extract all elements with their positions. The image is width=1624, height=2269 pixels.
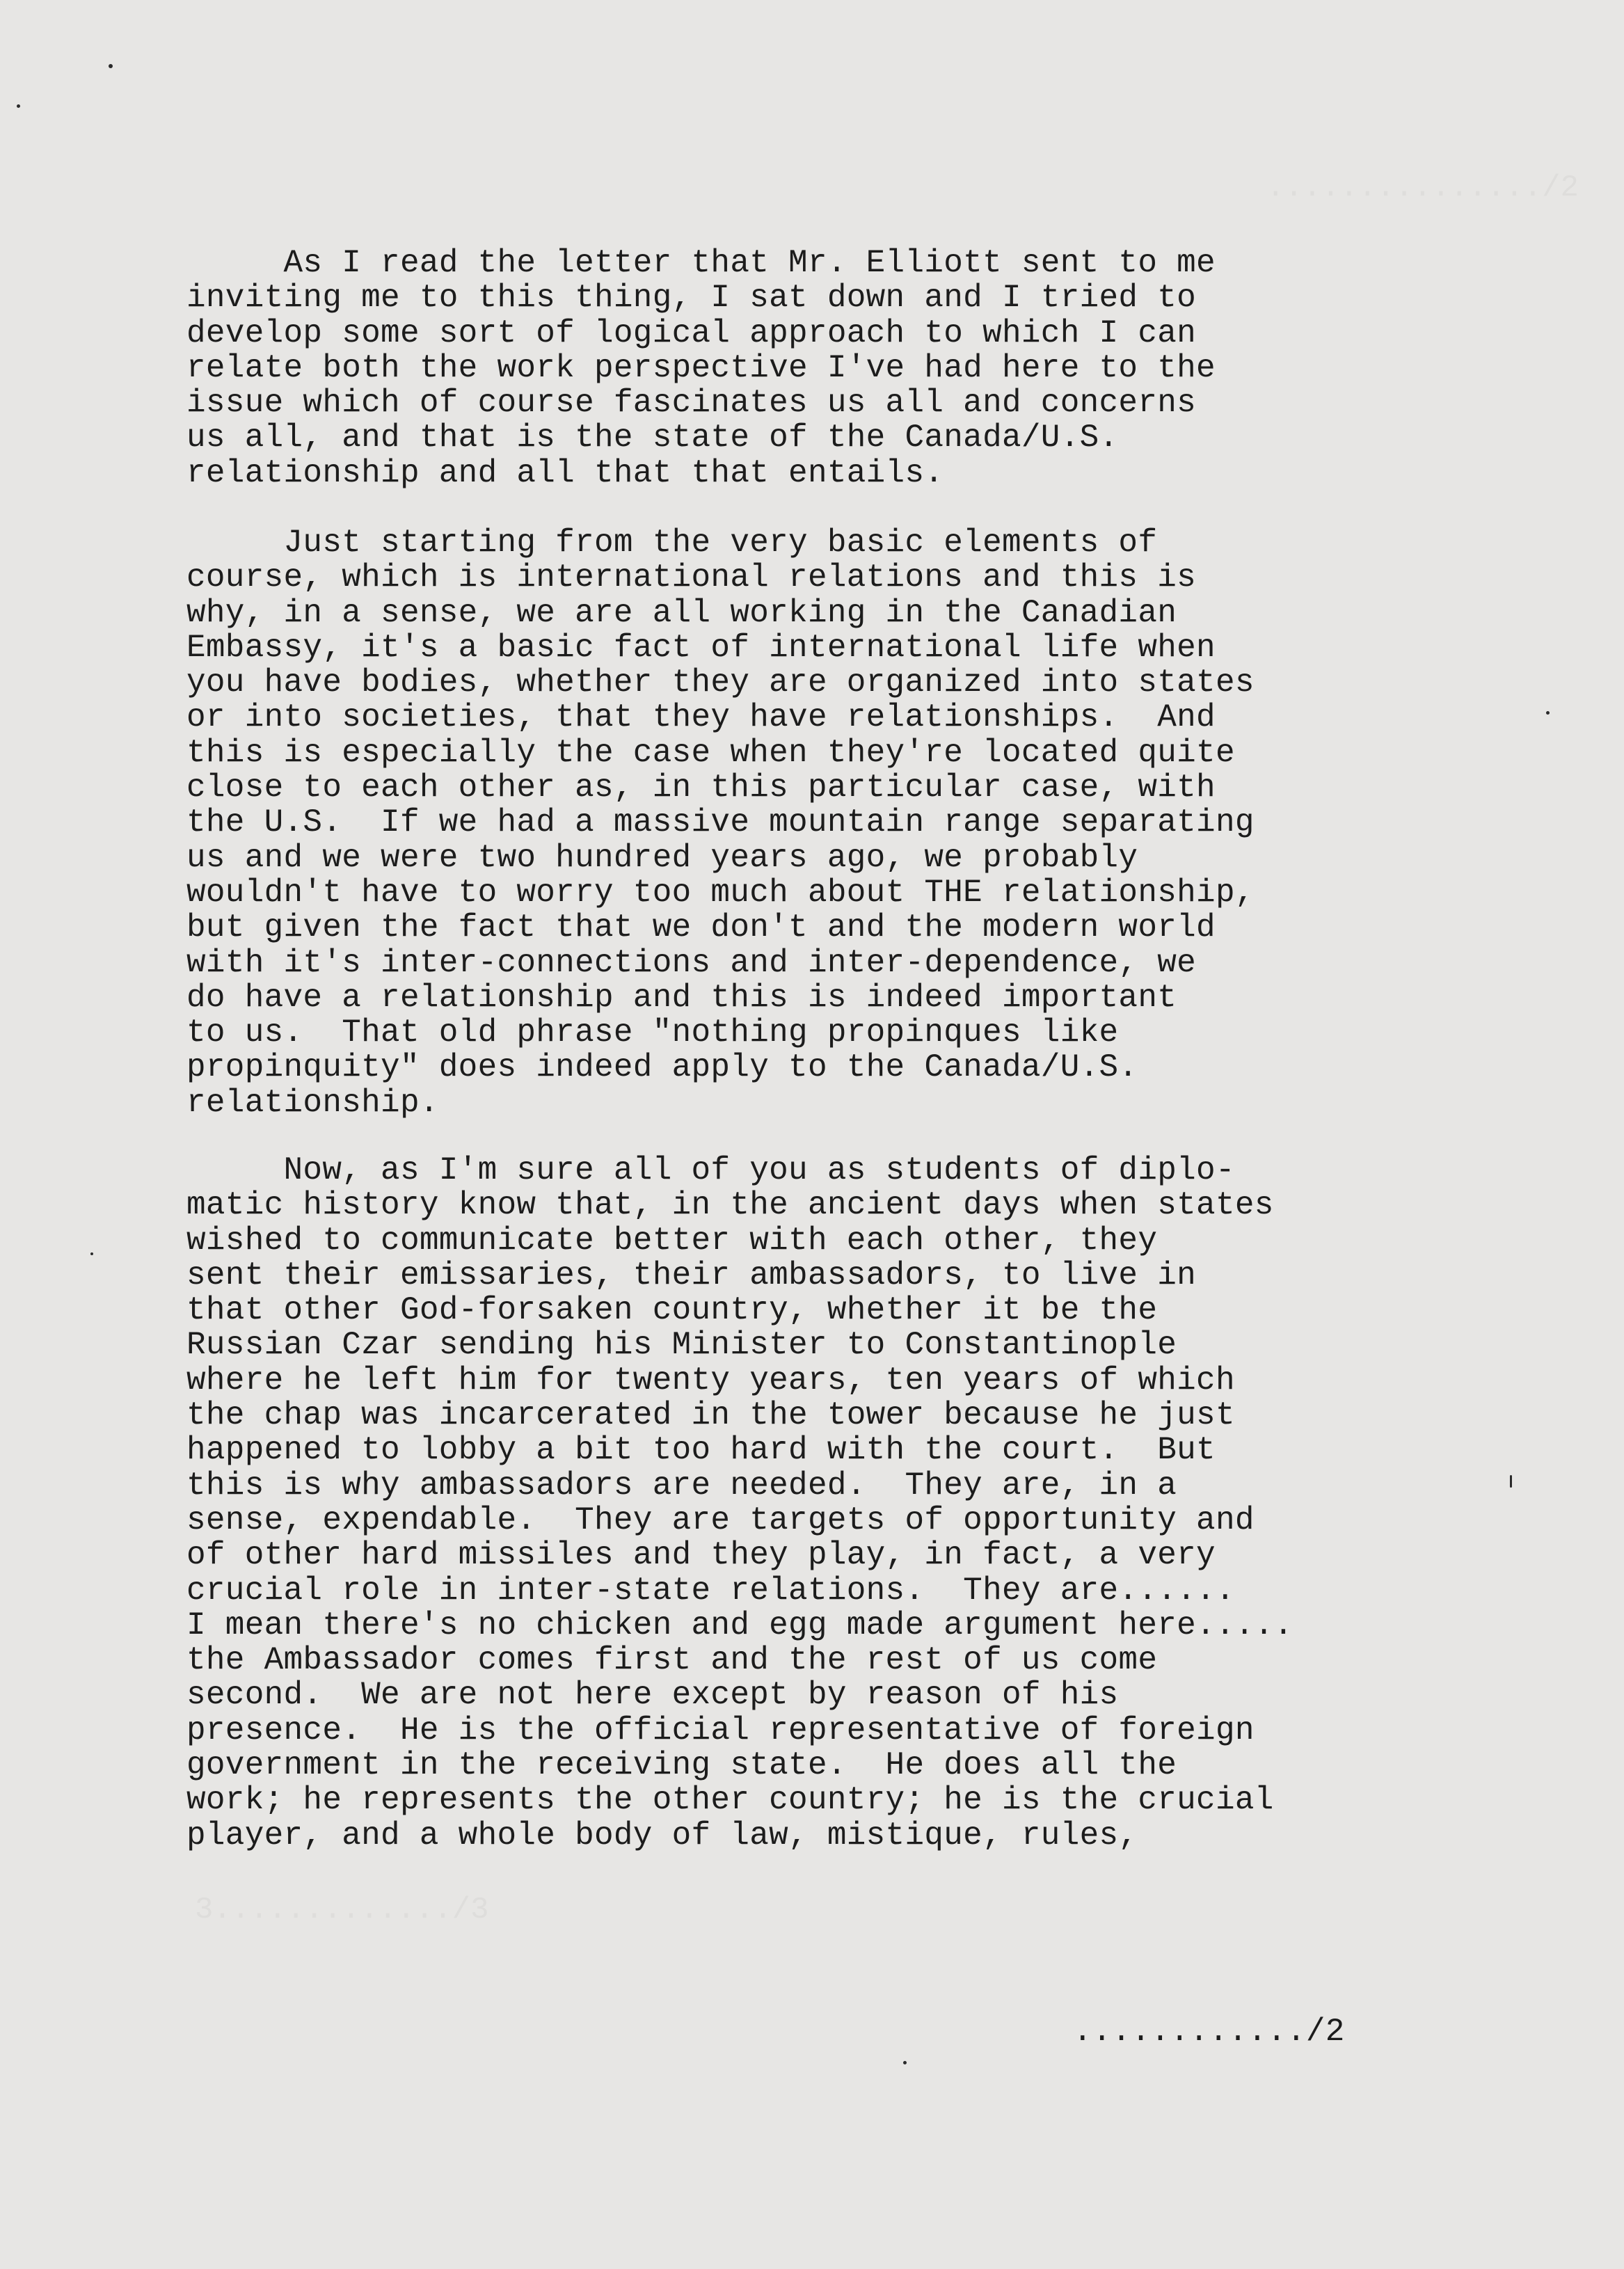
bleed-through-text: 3............./3 bbox=[195, 1893, 489, 1927]
text-line: Now, as I'm sure all of you as students of diplo- bbox=[186, 1152, 1235, 1188]
text-line: or into societies, that they have relationships. And bbox=[186, 699, 1216, 736]
text-line: As I read the letter that Mr. Elliott sent to me bbox=[186, 245, 1216, 281]
text-line: the chap was incarcerated in the tower because he just bbox=[186, 1397, 1235, 1434]
text-line: close to each other as, in this particular case, with bbox=[186, 770, 1216, 806]
text-line: second. We are not here except by reason of his bbox=[186, 1677, 1119, 1714]
text-line: the U.S. If we had a massive mountain range separating bbox=[186, 804, 1255, 841]
text-line: you have bodies, whether they are organized into states bbox=[186, 664, 1255, 701]
text-line: us and we were two hundred years ago, we probably bbox=[186, 839, 1138, 876]
paragraph-1 bbox=[186, 246, 1390, 491]
text-line: I mean there's no chicken and egg made argument here..... bbox=[186, 1607, 1293, 1643]
text-line: relationship. bbox=[186, 1084, 439, 1121]
paragraph-3 bbox=[186, 1153, 1390, 1853]
scan-speck bbox=[109, 64, 113, 68]
text-line: to us. That old phrase "nothing propinques like bbox=[186, 1014, 1119, 1051]
text-line: crucial role in inter-state relations. They are...... bbox=[186, 1572, 1235, 1609]
bleed-through-text: .............../2 bbox=[1266, 170, 1579, 205]
scan-speck bbox=[1510, 1475, 1512, 1488]
text-line: happened to lobby a bit too hard with the court. But bbox=[186, 1432, 1216, 1469]
text-line: wouldn't have to worry too much about THE relationship, bbox=[186, 874, 1255, 911]
text-line: issue which of course fascinates us all and concerns bbox=[186, 385, 1197, 422]
text-line: relate both the work perspective I've had here to the bbox=[186, 349, 1216, 386]
text-line: government in the receiving state. He does all the bbox=[186, 1747, 1177, 1784]
page-continuation-marker: ............/2 bbox=[1073, 2014, 1345, 2050]
text-line: do have a relationship and this is indeed important bbox=[186, 979, 1177, 1016]
text-line: Embassy, it's a basic fact of international life when bbox=[186, 629, 1216, 666]
text-line: this is why ambassadors are needed. They are, in a bbox=[186, 1467, 1177, 1504]
scan-speck bbox=[1546, 711, 1550, 715]
text-line: with it's inter-connections and inter-dependence, we bbox=[186, 944, 1197, 981]
text-line: relationship and all that that entails. bbox=[186, 454, 944, 491]
scan-speck bbox=[903, 2061, 907, 2064]
text-line: Just starting from the very basic elements of bbox=[186, 525, 1158, 561]
text-line: why, in a sense, we are all working in the Canadian bbox=[186, 594, 1177, 631]
text-line: matic history know that, in the ancient days when states bbox=[186, 1187, 1274, 1224]
text-line: sent their emissaries, their ambassadors, to live in bbox=[186, 1257, 1197, 1293]
scan-speck bbox=[17, 104, 20, 108]
text-line: where he left him for twenty years, ten years of which bbox=[186, 1362, 1235, 1399]
paragraph-2 bbox=[186, 525, 1390, 1120]
text-line: Russian Czar sending his Minister to Constantinople bbox=[186, 1327, 1177, 1364]
text-line: work; he represents the other country; he is the crucial bbox=[186, 1782, 1274, 1819]
text-line: the Ambassador comes first and the rest of us come bbox=[186, 1642, 1158, 1679]
text-line: develop some sort of logical approach to which I can bbox=[186, 315, 1197, 351]
text-line: player, and a whole body of law, mistique, rules, bbox=[186, 1817, 1138, 1854]
scan-speck bbox=[90, 1252, 93, 1255]
text-line: but given the fact that we don't and the modern world bbox=[186, 909, 1216, 946]
text-line: wished to communicate better with each other, they bbox=[186, 1222, 1158, 1259]
text-line: that other God-forsaken country, whether it be the bbox=[186, 1292, 1158, 1329]
text-line: of other hard missiles and they play, in fact, a very bbox=[186, 1537, 1216, 1574]
text-line: us all, and that is the state of the Canada/U.S. bbox=[186, 420, 1119, 456]
text-line: this is especially the case when they're located quite bbox=[186, 734, 1235, 771]
text-line: course, which is international relations and this is bbox=[186, 559, 1197, 596]
text-line: inviting me to this thing, I sat down and I tried to bbox=[186, 280, 1197, 317]
text-line: propinquity" does indeed apply to the Canada/U.S. bbox=[186, 1049, 1138, 1086]
text-line: sense, expendable. They are targets of opportunity and bbox=[186, 1502, 1255, 1538]
text-line: presence. He is the official representative of foreign bbox=[186, 1712, 1255, 1749]
